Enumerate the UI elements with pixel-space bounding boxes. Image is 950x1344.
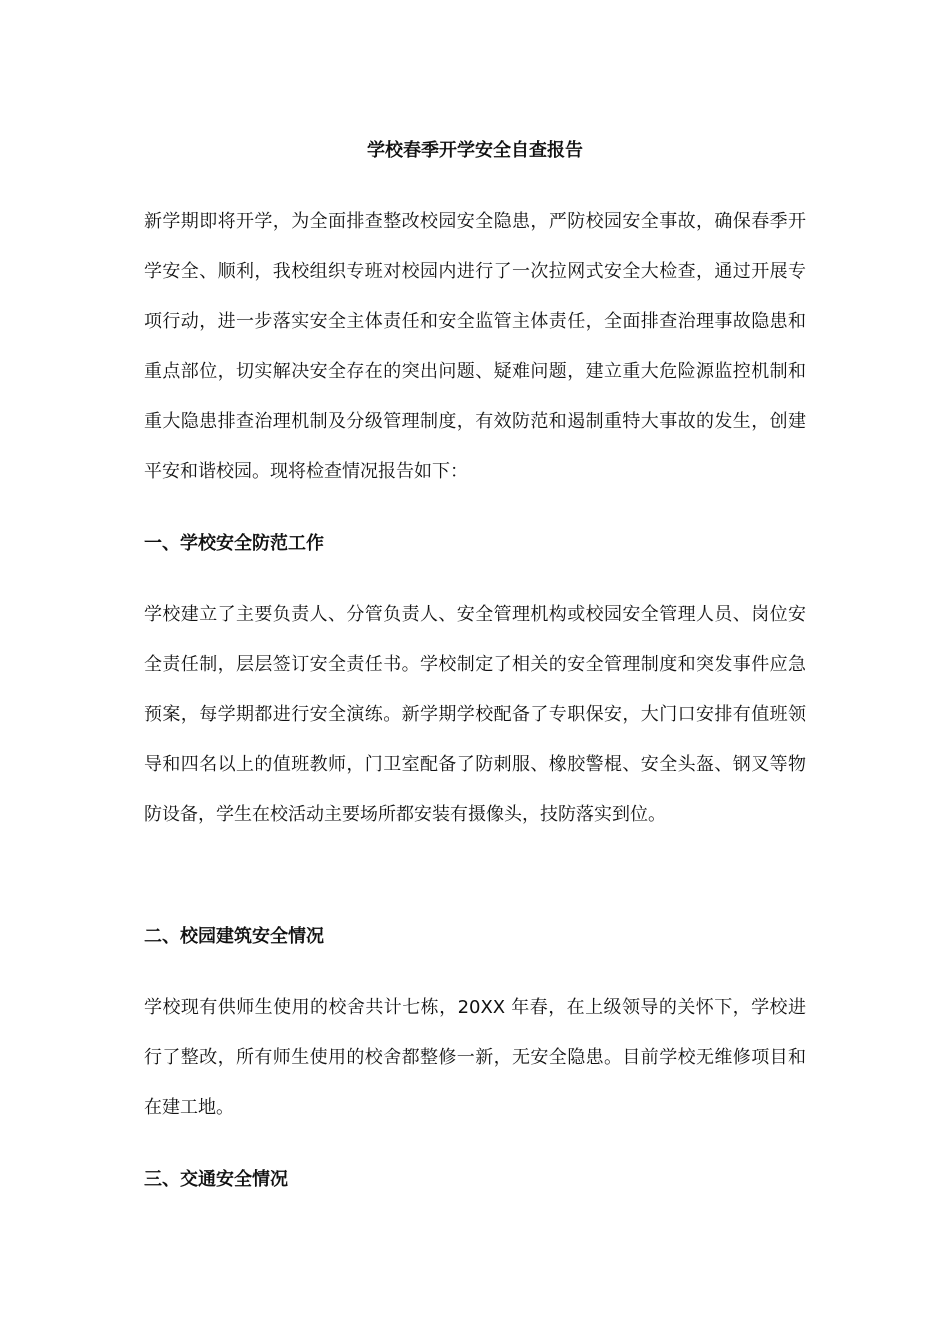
- intro-paragraph: 新学期即将开学，为全面排查整改校园安全隐患，严防校园安全事故，确保春季开学安全、顺利，我校组织专班对校园内进行了一次拉网式安全大检查，通过开展专项行动，进一步落实安全主体责任和安全监管主体责任，全面排查治理事故隐患和重点部位，切实解决安全存在的突出问题、疑难问题，建立重大危险源监控机制和重大隐患排查治理机制及分级管理制度，有效防范和遏制重特大事故的发生，创建平安和谐校园。现将检查情况报告如下：: [144, 211, 806, 482]
- section-3-heading: 三、交通安全情况: [144, 1169, 288, 1190]
- section-2-body: 学校现有供师生使用的校舍共计七栋，20XX 年春，在上级领导的关怀下，学校进行了整改，所有师生使用的校舍都整修一新，无安全隐患。目前学校无维修项目和在建工地。: [144, 997, 806, 1118]
- section-2-heading: 二、校园建筑安全情况: [144, 926, 324, 947]
- section-1-heading: 一、学校安全防范工作: [144, 533, 324, 554]
- section-1-body: 学校建立了主要负责人、分管负责人、安全管理机构或校园安全管理人员、岗位安全责任制，层层签订安全责任书。学校制定了相关的安全管理制度和突发事件应急预案，每学期都进行安全演练。新学期学校配备了专职保安，大门口安排有值班领导和四名以上的值班教师，门卫室配备了防刺服、橡胶警棍、安全头盔、钢叉等物防设备，学生在校活动主要场所都安装有摄像头，技防落实到位。: [144, 604, 806, 825]
- document-title: 学校春季开学安全自查报告: [367, 140, 583, 161]
